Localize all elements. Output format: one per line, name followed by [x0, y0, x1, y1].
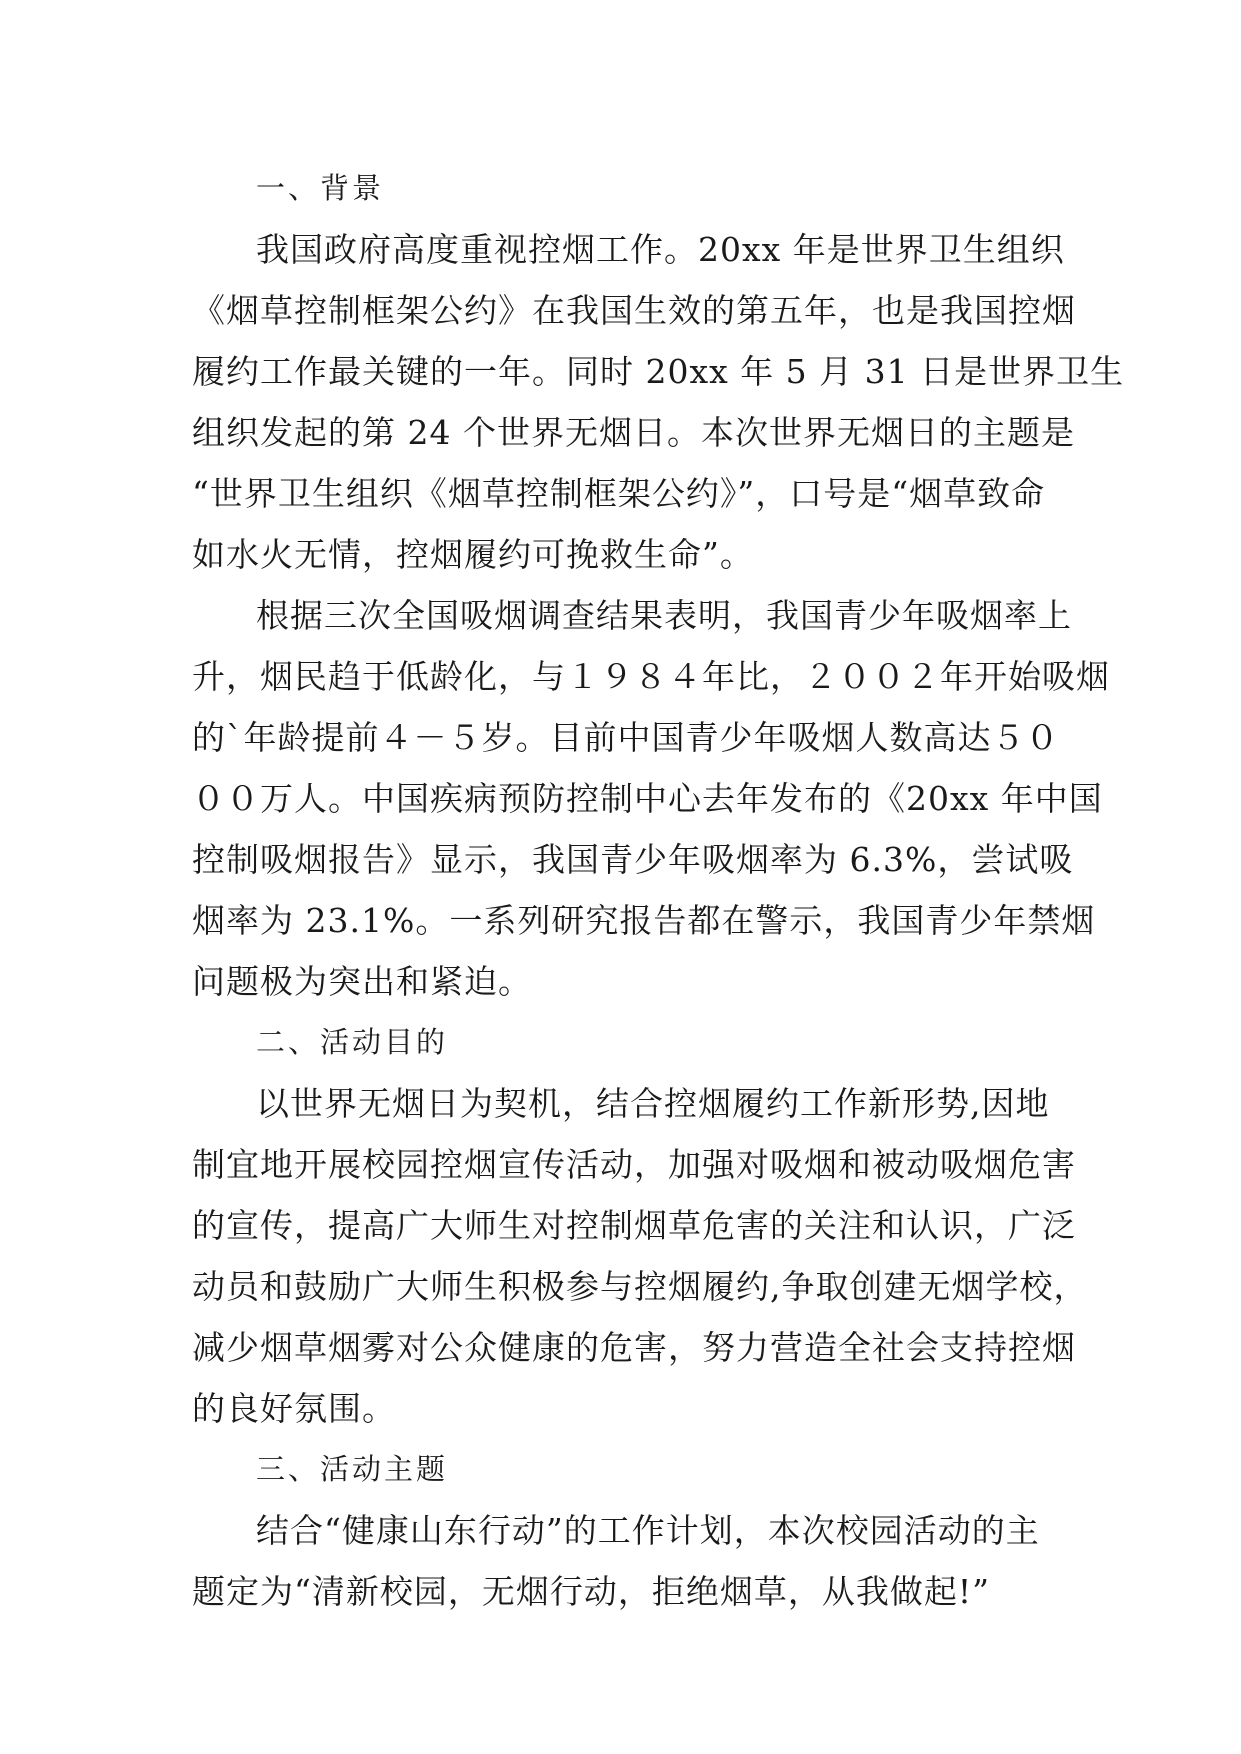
- document-body: [192, 158, 1125, 1622]
- text-line: 减少烟草烟雾对公众健康的危害，努力营造全社会支持控烟: [192, 1328, 1076, 1367]
- text-line: ００万人。中国疾病预防控制中心去年发布的《20xx 年中国: [192, 779, 1103, 818]
- text-line: 升，烟民趋于低龄化，与１９８４年比，２００２年开始吸烟: [192, 657, 1110, 696]
- text-line: 的宣传，提高广大师生对控制烟草危害的关注和认识，广泛: [192, 1206, 1076, 1245]
- text-line: 问题极为突出和紧迫。: [192, 962, 532, 1001]
- text-line: 制宜地开展校园控烟宣传活动，加强对吸烟和被动吸烟危害: [192, 1145, 1076, 1184]
- text-line: 如水火无情，控烟履约可挽救生命”。: [192, 535, 754, 574]
- paragraph: [192, 1073, 1088, 1439]
- text-line: 的良好氛围。: [192, 1389, 396, 1428]
- text-line: 以世界无烟日为契机，结合控烟履约工作新形势,因地: [256, 1084, 1050, 1123]
- text-line: 履约工作最关键的一年。同时 20xx 年 5 月 31 日是世界卫生: [192, 352, 1125, 391]
- text-line: 烟率为 23.1%。一系列研究报告都在警示，我国青少年禁烟: [192, 901, 1096, 940]
- paragraph: [192, 219, 1125, 585]
- text-line: 《烟草控制框架公约》在我国生效的第五年，也是我国控烟: [192, 291, 1076, 330]
- text-line: 动员和鼓励广大师生积极参与控烟履约,争取创建无烟学校，: [192, 1267, 1088, 1306]
- section-heading: 一、背景: [256, 171, 385, 205]
- paragraph: [192, 1500, 1052, 1622]
- section-background: [192, 158, 1125, 1012]
- text-line: 根据三次全国吸烟调查结果表明，我国青少年吸烟率上: [256, 596, 1072, 635]
- text-line: 我国政府高度重视控烟工作。20xx 年是世界卫生组织: [256, 230, 1065, 269]
- paragraph: [192, 585, 1110, 1012]
- section-activity-theme: [192, 1439, 1052, 1622]
- section-heading: 二、活动目的: [256, 1025, 449, 1059]
- section-heading: 三、活动主题: [256, 1452, 449, 1486]
- text-line: 题定为“清新校园，无烟行动，拒绝烟草，从我做起!”: [192, 1572, 991, 1611]
- text-line: 结合“健康山东行动”的工作计划，本次校园活动的主: [256, 1511, 1040, 1550]
- text-line: “世界卫生组织《烟草控制框架公约》”，口号是“烟草致命: [192, 474, 1046, 513]
- text-line: 的`年龄提前４－５岁。目前中国青少年吸烟人数高达５０: [192, 718, 1060, 757]
- text-line: 控制吸烟报告》显示，我国青少年吸烟率为 6.3%，尝试吸: [192, 840, 1074, 879]
- section-activity-purpose: [192, 1012, 1088, 1439]
- text-line: 组织发起的第 24 个世界无烟日。本次世界无烟日的主题是: [192, 413, 1075, 452]
